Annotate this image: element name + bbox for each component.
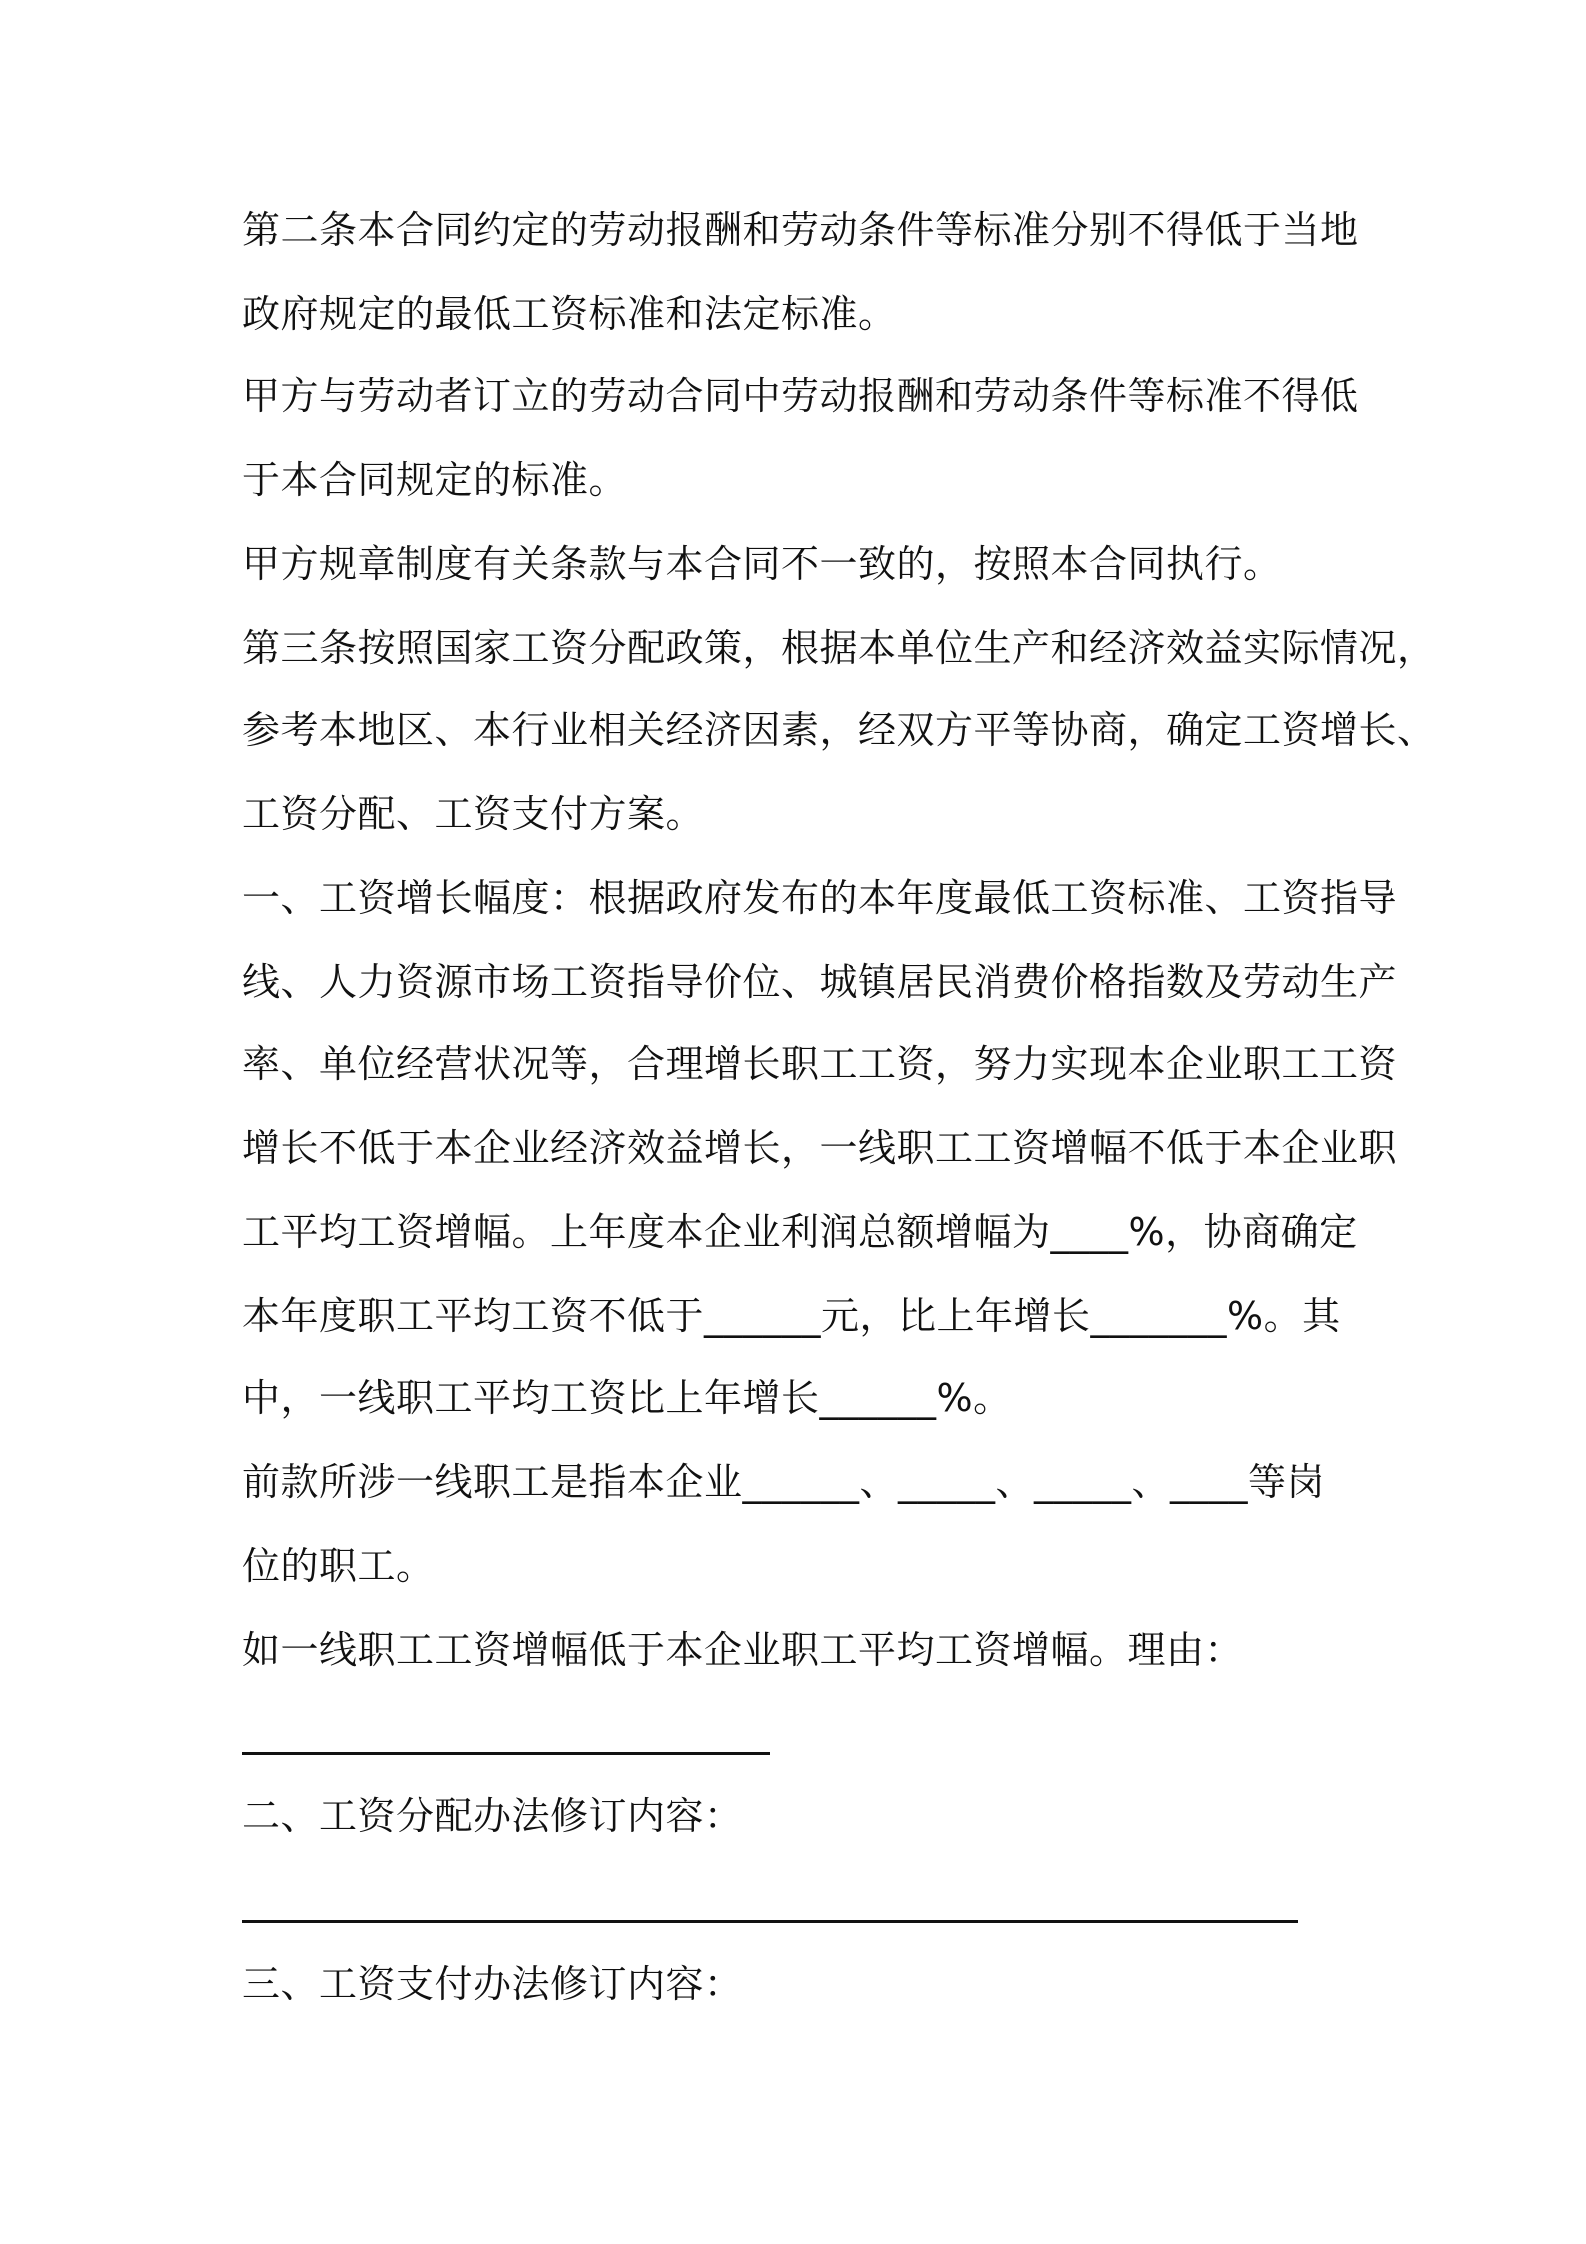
section-three-heading: 三、工资支付办法修订内容：	[242, 1962, 743, 2006]
text-line-2: 政府规定的最低工资标准和法定标准。	[242, 292, 897, 336]
text-line-1: 第二条本合同约定的劳动报酬和劳动条件等标准分别不得低于当地	[242, 208, 1359, 252]
text-line-8: 工资分配、工资支付方案。	[242, 792, 705, 836]
text-line-16: 前款所涉一线职工是指本企业______、_____、_____、____等岗	[242, 1460, 1326, 1504]
text-line-14: 本年度职工平均工资不低于______元，比上年增长_______%。其	[242, 1294, 1341, 1338]
text-line-9: 一、工资增长幅度：根据政府发布的本年度最低工资标准、工资指导	[242, 876, 1398, 920]
text-line-13: 工平均工资增幅。上年度本企业利润总额增幅为____%，协商确定	[242, 1210, 1358, 1254]
text-line-4: 于本合同规定的标准。	[242, 458, 628, 502]
text-line-5: 甲方规章制度有关条款与本合同不一致的，按照本合同执行。	[242, 542, 1282, 586]
text-line-18: 如一线职工工资增幅低于本企业职工平均工资增幅。理由：	[242, 1628, 1244, 1672]
reason-blank-line	[242, 1752, 770, 1755]
text-line-6: 第三条按照国家工资分配政策，根据本单位生产和经济效益实际情况，	[242, 626, 1436, 670]
text-line-3: 甲方与劳动者订立的劳动合同中劳动报酬和劳动条件等标准不得低	[242, 374, 1359, 418]
text-line-17: 位的职工。	[242, 1544, 435, 1588]
text-line-12: 增长不低于本企业经济效益增长，一线职工工资增幅不低于本企业职	[242, 1126, 1398, 1170]
section-two-heading: 二、工资分配办法修订内容：	[242, 1794, 743, 1838]
text-line-7: 参考本地区、本行业相关经济因素，经双方平等协商，确定工资增长、	[242, 708, 1436, 752]
distribution-blank-line	[242, 1920, 1298, 1923]
text-line-11: 率、单位经营状况等，合理增长职工工资，努力实现本企业职工工资	[242, 1042, 1398, 1086]
text-line-10: 线、人力资源市场工资指导价位、城镇居民消费价格指数及劳动生产	[242, 960, 1398, 1004]
text-line-15: 中，一线职工平均工资比上年增长______%。	[242, 1376, 1012, 1420]
